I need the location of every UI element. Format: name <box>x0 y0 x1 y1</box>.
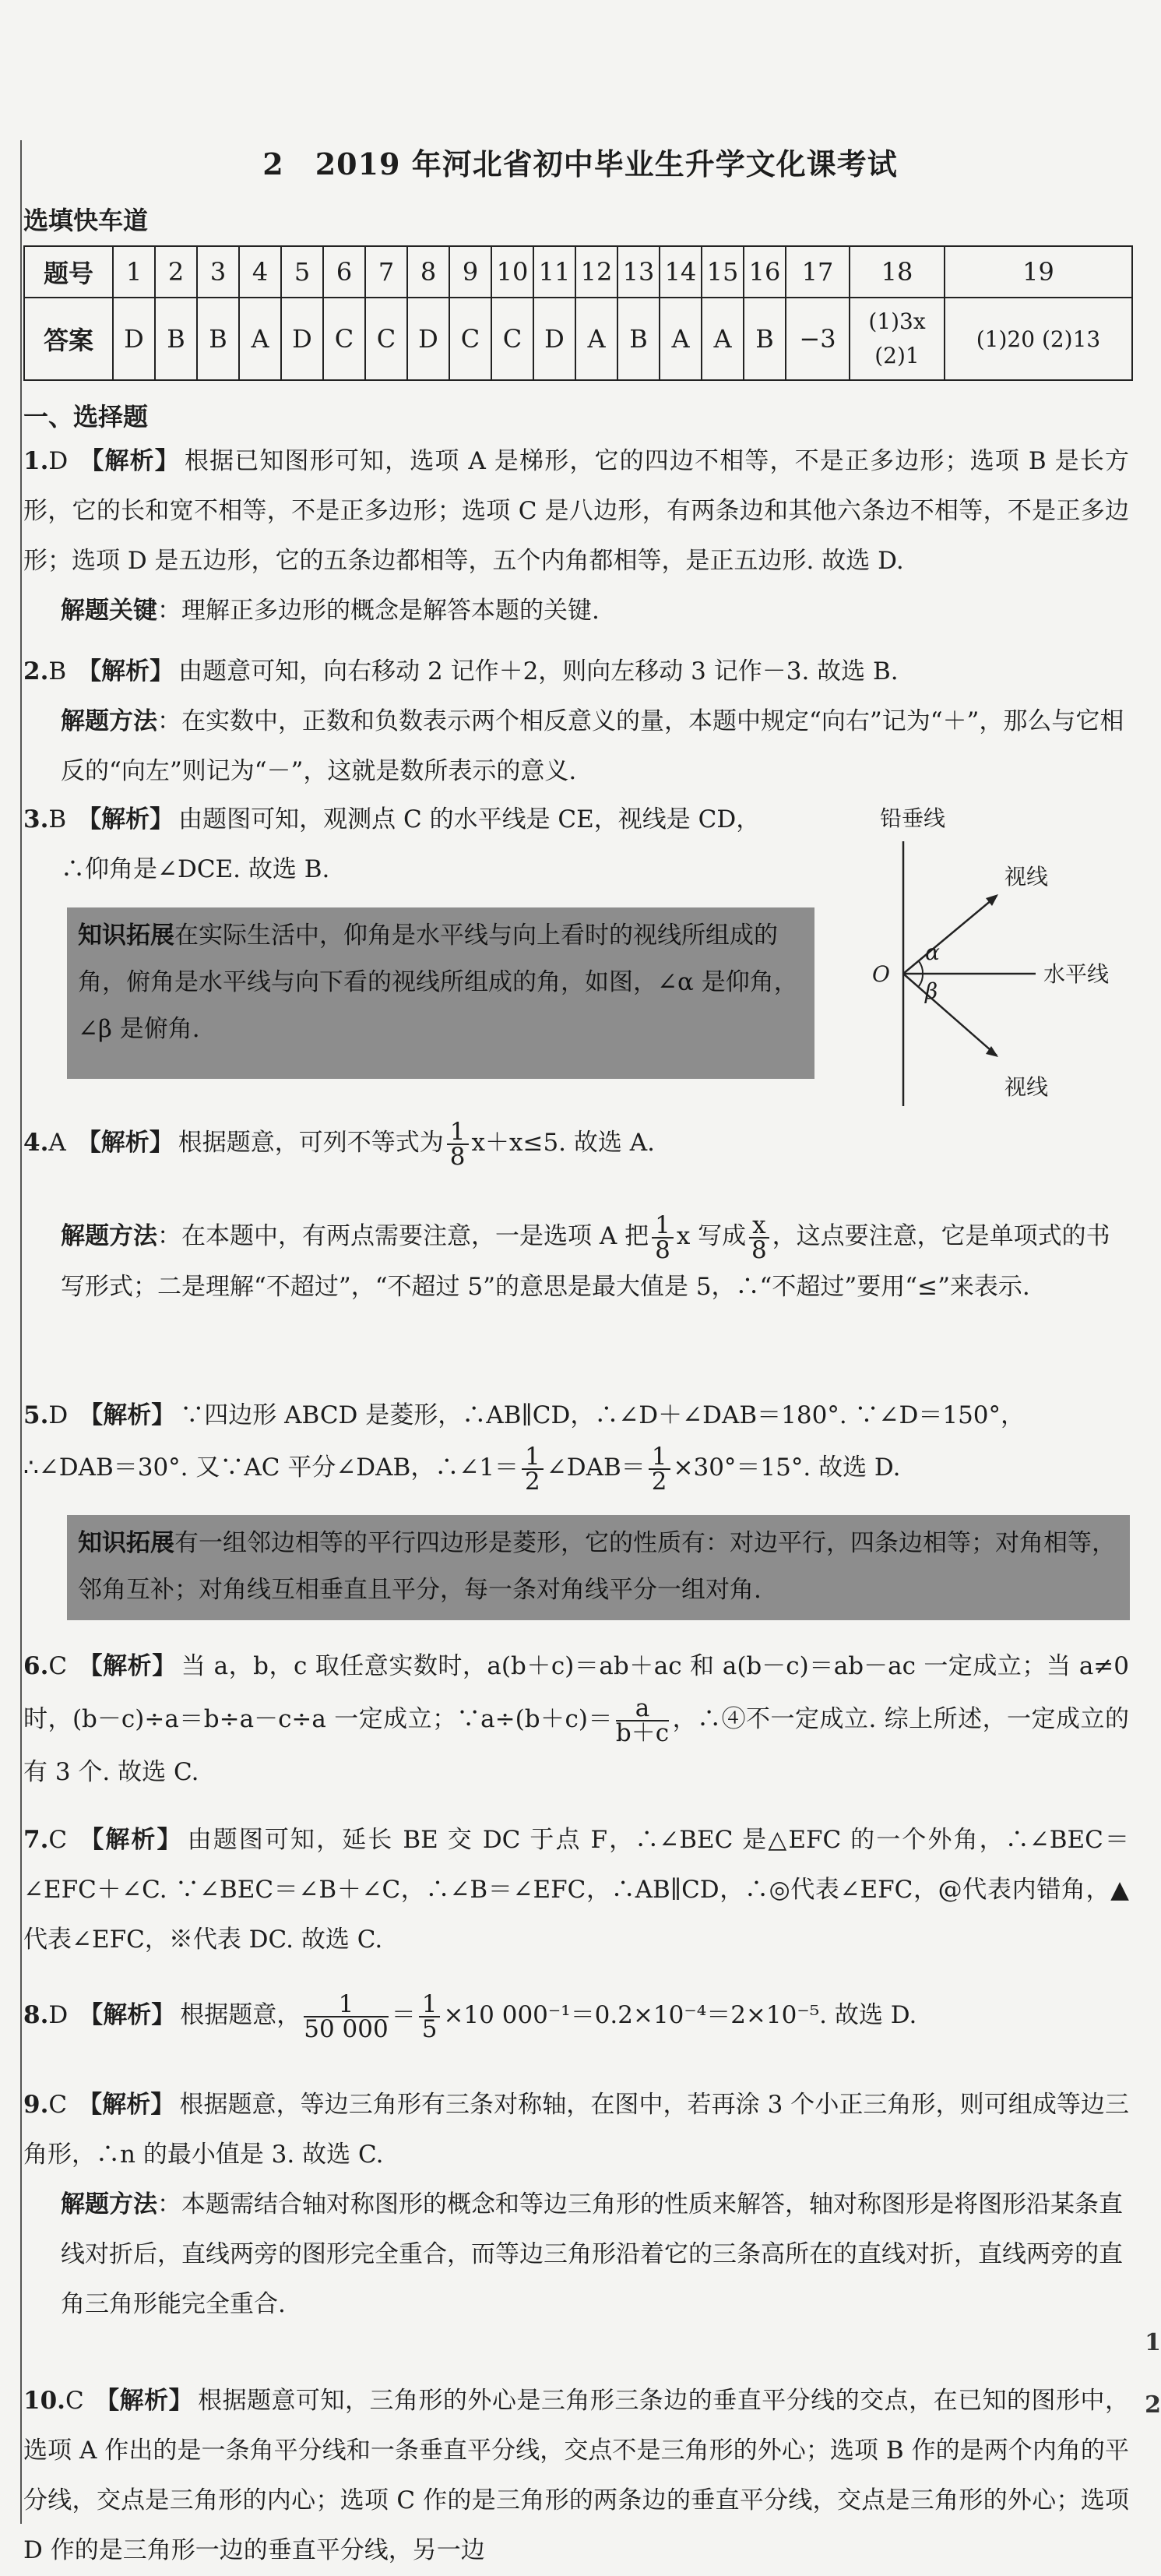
extension-text: 有一组邻边相等的平行四边形是菱形，它的性质有：对边平行，四条边相等；对角相等，邻角互补；对角线互相垂直且平分，每一条对角线平分一组对角. <box>78 1529 1116 1604</box>
cell-answer: A <box>239 298 281 380</box>
fraction-numerator: x <box>749 1214 769 1239</box>
method-note <box>61 2180 1128 2329</box>
cell-number: 11 <box>533 246 575 298</box>
analysis-text: 根据题意， <box>180 2001 301 2029</box>
analysis-tag: 【解析】 <box>94 2387 194 2415</box>
row-label-number: 题号 <box>24 246 113 298</box>
cell-number: 7 <box>365 246 407 298</box>
analysis-tag: 【解析】 <box>77 805 174 833</box>
question-7 <box>23 1815 1129 1965</box>
method-label: 解题方法 <box>61 1222 157 1250</box>
margin-mark: 2 <box>1145 2391 1161 2419</box>
beta-arc <box>919 974 923 986</box>
exam-title: 2019 年河北省初中毕业生升学文化课考试 <box>315 146 898 181</box>
fraction <box>447 1117 469 1171</box>
analysis-tag: 【解析】 <box>78 2091 175 2119</box>
question-answer: D <box>48 447 69 475</box>
method-note <box>61 696 1128 796</box>
cell-number: 1 <box>113 246 155 298</box>
fraction-denominator: 2 <box>651 1467 667 1496</box>
question-number: 4. <box>23 1129 49 1157</box>
question-answer: C <box>48 1826 68 1854</box>
cell-number: 6 <box>323 246 365 298</box>
cell-answer: C <box>449 298 491 380</box>
answer-18-part2: (2)1 <box>874 343 920 368</box>
fraction-denominator: 50 000 <box>304 2014 389 2043</box>
question-4 <box>23 1117 1129 1171</box>
method-text: ：在实数中，正数和负数表示两个相反意义的量，本题中规定“向右”记为“＋”，那么与它相反的“向左”则记为“－”，这就是数所表示的意义. <box>61 707 1124 785</box>
question-10 <box>23 2376 1129 2575</box>
fraction <box>419 1989 441 2043</box>
page-title <box>23 140 1137 183</box>
analysis-text-cont: ∴∠DAB＝30°. 又∵AC 平分∠DAB，∴∠1＝ <box>23 1454 519 1482</box>
analysis-tag: 【解析】 <box>77 657 174 685</box>
question-number: 5. <box>23 1401 49 1429</box>
question-number: 1. <box>23 447 49 475</box>
cell-number: 13 <box>617 246 660 298</box>
question-6 <box>23 1640 1129 1799</box>
cell-number: 18 <box>850 246 945 298</box>
fraction <box>304 1989 389 2043</box>
analysis-tag: 【解析】 <box>78 1652 177 1680</box>
fraction-denominator: 8 <box>449 1142 466 1171</box>
fraction <box>615 1693 670 1747</box>
analysis-text: 根据已知图形可知，选项 A 是梯形，它的四边不相等，不是正多边形；选项 B 是长方形，它的长和宽不相等，不是正多边形；选项 C 是八边形，有两条边和其他六条边不相等，不是正多边形；选项 D 是五边形，它的五条边都相等，五个内角都相等，是正五边形. 故选 D. <box>23 447 1129 575</box>
method-text: ：在本题中，有两点需要注意，一是选项 A 把 <box>157 1222 649 1250</box>
extension-text: 在实际生活中，仰角是水平线与向上看时的视线所组成的角，俯角是水平线与向下看的视线所组成的角，如图，∠α 是仰角，∠β 是俯角. <box>78 922 798 1043</box>
analysis-text-cont: ，∴④不一定成立. 综上所述，一定成立的有 3 个. 故选 C. <box>23 1705 1129 1786</box>
alpha-label: α <box>925 939 940 965</box>
question-number: 2. <box>23 657 49 685</box>
analysis-text: 由题图可知，观测点 C 的水平线是 CE，视线是 CD， <box>178 805 761 833</box>
question-answer: B <box>48 657 67 685</box>
cell-answer: B <box>197 298 239 380</box>
cell-number: 15 <box>702 246 744 298</box>
exam-number: 2 <box>262 146 284 181</box>
method-note <box>61 1211 1128 1312</box>
question-number: 9. <box>23 2091 49 2119</box>
analysis-text-cont: ∠DAB＝ <box>546 1454 646 1482</box>
cell-answer: B <box>744 298 786 380</box>
analysis-tag: 【解析】 <box>79 447 180 475</box>
question-1 <box>23 436 1129 586</box>
cell-number: 5 <box>281 246 323 298</box>
upper-sight-label: 视线 <box>1004 864 1049 890</box>
question-answer: C <box>48 1652 68 1680</box>
method-text-end: ，这点要注意，它是单项式的书写形式；二是理解“不超过”，“不超过 5”的意思是最大值是 5，∴“不超过”要用“≤”来表示. <box>61 1222 1110 1301</box>
method-label: 解题方法 <box>61 2190 157 2218</box>
analysis-text: 由题图可知，延长 BE 交 DC 于点 F，∴∠BEC 是△EFC 的一个外角，∴∠BEC＝∠EFC＋∠C. ∵∠BEC＝∠B＋∠C，∴∠B＝∠EFC，∴AB∥CD，∴◎代表∠EFC，@代表内错角，▲代表∠EFC，※代表 DC. 故选 C. <box>23 1826 1129 1954</box>
cell-number: 2 <box>155 246 197 298</box>
fraction-numerator: 1 <box>649 1445 670 1470</box>
key-label: 解题关键 <box>61 597 157 625</box>
question-answer: D <box>48 1401 69 1429</box>
key-note <box>61 586 1128 636</box>
cell-answer: C <box>365 298 407 380</box>
question-5 <box>23 1390 1129 1440</box>
fraction-denominator: b＋c <box>615 1718 670 1747</box>
key-text: ：理解正多边形的概念是解答本题的关键. <box>157 597 600 625</box>
cell-answer: A <box>660 298 702 380</box>
angle-diagram <box>825 787 1121 1129</box>
analysis-text: 根据题意，等边三角形有三条对称轴，在图中，若再涂 3 个小正三角形，则可组成等边三角形，∴n 的最小值是 3. 故选 C. <box>23 2091 1129 2169</box>
cell-number: 10 <box>491 246 533 298</box>
fraction <box>749 1210 769 1264</box>
question-number: 6. <box>23 1652 49 1680</box>
analysis-text: 根据题意可知，三角形的外心是三角形三条边的垂直平分线的交点，在已知的图形中，选项 A 作出的是一条角平分线和一条垂直平分线，交点不是三角形的外心；选项 B 作的是两个内角的平分线，交点是三角形的内心；选项 C 作的是三角形的两条边的垂直平分线，交点是三角形的外心；选项 D 作的是三角形一边的垂直平分线，另一边 <box>23 2387 1129 2564</box>
cell-number: 8 <box>407 246 449 298</box>
cell-number: 19 <box>945 246 1132 298</box>
analysis-text-cont: x＋x≤5. 故选 A. <box>471 1129 655 1157</box>
question-2 <box>23 647 1129 696</box>
row-label-answer: 答案 <box>24 298 113 380</box>
question-3 <box>23 795 802 844</box>
fraction <box>522 1442 544 1496</box>
knowledge-extension-box <box>67 1515 1130 1620</box>
cell-answer: C <box>491 298 533 380</box>
extension-label: 知识拓展 <box>78 1529 174 1557</box>
fraction-denominator: 5 <box>421 2014 438 2043</box>
analysis-tag: 【解析】 <box>78 1826 183 1854</box>
beta-label: β <box>925 978 938 1004</box>
fraction <box>649 1442 670 1496</box>
cell-number: 17 <box>786 246 850 298</box>
analysis-text-end: ×30°＝15°. 故选 D. <box>673 1454 901 1482</box>
cell-number: 12 <box>575 246 617 298</box>
cell-number: 14 <box>660 246 702 298</box>
question-8 <box>23 1990 1129 2041</box>
cell-answer-19: (1)20 (2)13 <box>945 298 1132 380</box>
cell-answer-18 <box>850 298 945 380</box>
cell-answer: D <box>533 298 575 380</box>
question-answer: C <box>48 2091 68 2119</box>
question-9 <box>23 2080 1129 2180</box>
answer-table <box>23 245 1133 381</box>
method-text: ：本题需结合轴对称图形的概念和等边三角形的性质来解答，轴对称图形是将图形沿某条直线对折后，直线两旁的图形完全重合，而等边三角形沿着它的三条高所在的直线对折，直线两旁的直角三角形能完全重合. <box>61 2190 1123 2318</box>
left-margin-line <box>20 140 22 2524</box>
question-number: 7. <box>23 1826 49 1854</box>
fraction-denominator: 2 <box>525 1467 540 1496</box>
analysis-text: 根据题意，可列不等式为 <box>178 1129 444 1157</box>
analysis-text-end: ×10 000⁻¹＝0.2×10⁻⁴＝2×10⁻⁵. 故选 D. <box>443 2001 917 2029</box>
cell-number: 9 <box>449 246 491 298</box>
fraction-denominator: 8 <box>751 1235 767 1264</box>
upper-sight-line <box>903 896 997 974</box>
question-5-line2 <box>23 1442 1129 1496</box>
cell-number: 3 <box>197 246 239 298</box>
cell-answer: A <box>575 298 617 380</box>
fraction <box>652 1210 674 1264</box>
cell-answer: D <box>113 298 155 380</box>
question-answer: C <box>65 2387 84 2415</box>
question-3-conclusion: ∴仰角是∠DCE. 故选 B. <box>61 855 330 883</box>
question-number: 10. <box>23 2387 65 2415</box>
answer-18-part1: (1)3x <box>868 308 926 334</box>
question-answer: D <box>48 2001 69 2029</box>
cell-answer: D <box>407 298 449 380</box>
fraction-numerator: a <box>616 1697 669 1721</box>
extension-label: 知识拓展 <box>78 922 174 950</box>
analysis-text: ∵四边形 ABCD 是菱形，∴AB∥CD，∴∠D＋∠DAB＝180°. ∵∠D＝150°， <box>180 1401 1026 1429</box>
knowledge-extension-box <box>67 907 814 1079</box>
analysis-text: 由题意可知，向右移动 2 记作＋2，则向左移动 3 记作－3. 故选 B. <box>178 657 899 685</box>
fraction-numerator: 1 <box>304 1993 388 2017</box>
lower-sight-line <box>903 974 997 1055</box>
cell-number: 4 <box>239 246 281 298</box>
horizontal-line-label: 水平线 <box>1043 961 1110 987</box>
fraction-numerator: 1 <box>522 1445 544 1470</box>
analysis-tag: 【解析】 <box>79 2001 176 2029</box>
fraction-numerator: 1 <box>652 1214 674 1239</box>
lower-sight-label: 视线 <box>1004 1074 1049 1100</box>
cell-answer: B <box>617 298 660 380</box>
origin-label: O <box>872 961 890 987</box>
method-text-cont: x 写成 <box>676 1222 747 1250</box>
question-number: 8. <box>23 2001 49 2029</box>
cell-number: 16 <box>744 246 786 298</box>
analysis-text-cont: ＝ <box>391 2001 416 2029</box>
answer-table-answer-row <box>24 298 1132 380</box>
fraction-numerator: 1 <box>419 1993 441 2017</box>
question-answer: A <box>48 1129 66 1157</box>
vertical-line-label: 铅垂线 <box>880 805 946 831</box>
cell-answer: C <box>323 298 365 380</box>
quick-section-label: 选填快车道 <box>23 206 149 235</box>
alpha-arc <box>919 961 923 974</box>
fraction-denominator: 8 <box>655 1235 670 1264</box>
section-heading: 一、选择题 <box>23 402 149 432</box>
cell-answer: A <box>702 298 744 380</box>
question-number: 3. <box>23 805 49 833</box>
cell-answer: −3 <box>786 298 850 380</box>
answer-table-number-row <box>24 246 1132 298</box>
analysis-tag: 【解析】 <box>76 1129 174 1157</box>
margin-mark: 1 <box>1145 2329 1161 2356</box>
analysis-tag: 【解析】 <box>79 1401 176 1429</box>
analysis-text: 当 a，b，c 取任意实数时，a(b＋c)＝ab＋ac 和 a(b－c)＝ab－ac 一定成立；当 a≠0 时，(b－c)÷a＝b÷a－c÷a 一定成立；∵a÷(b＋c)＝ <box>23 1652 1129 1733</box>
fraction-numerator: 1 <box>447 1120 469 1145</box>
cell-answer: D <box>281 298 323 380</box>
method-label: 解题方法 <box>61 707 157 735</box>
question-answer: B <box>48 805 67 833</box>
cell-answer: B <box>155 298 197 380</box>
